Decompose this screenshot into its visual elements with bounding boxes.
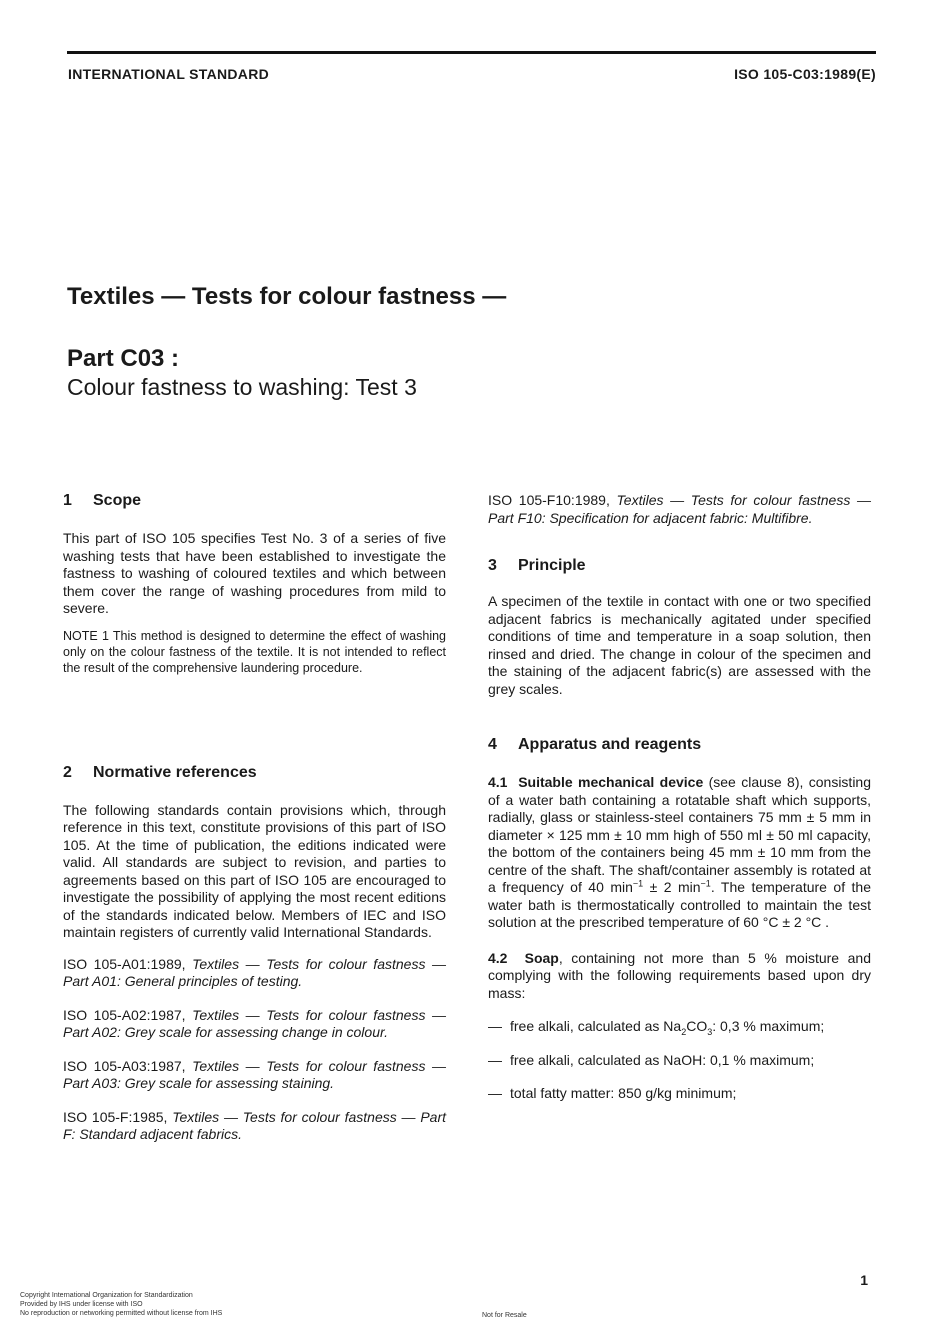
right-column bbox=[488, 492, 871, 1103]
footer-license: Provided by IHS under license with ISO bbox=[20, 1301, 143, 1308]
section-heading-principle: 3 Principle bbox=[488, 557, 586, 574]
requirement-item: — total fatty matter: 850 g/kg minimum; bbox=[488, 1085, 737, 1101]
clause-4-2: 4.2 Soap, containing not more than 5 % moisture and complying with the following requirements based upon dry mass: bbox=[488, 949, 871, 1001]
document-title: Textiles — Tests for colour fastness — bbox=[67, 283, 507, 310]
footer-reproduction: No reproduction or networking permitted without license from IHS bbox=[20, 1310, 223, 1317]
section-heading-normative: 2 Normative references bbox=[63, 763, 257, 781]
reference-item: ISO 105-F10:1989, Textiles — Tests for colour fastness — Part F10: Specification for adjacent fabric: Multifibre. bbox=[488, 492, 872, 526]
section-heading-apparatus: 4 Apparatus and reagents bbox=[488, 736, 702, 753]
normative-body: The following standards contain provisions which, through reference in this text, constitute provisions of this part of ISO 105. At the time of publication, the editions indicated were valid. All standards are subject to revision, and parties to agreements based on this part of ISO 105 are encouraged to investigate the possibility of applying the most recent editions of the standards indicated below. Members of IEC and ISO maintain registers of currently valid International Standards. bbox=[63, 801, 446, 940]
reference-item: ISO 105-A02:1987, Textiles — Tests for colour fastness — Part A02: Grey scale for assessing change in colour. bbox=[63, 1006, 447, 1040]
scope-note: NOTE 1 This method is designed to determine the effect of washing only on the colour fastness of the textile. It is not intended to reflect the result of the comprehensive laundering procedure. bbox=[63, 628, 446, 675]
reference-item: ISO 105-F:1985, Textiles — Tests for colour fastness — Part F: Standard adjacent fabrics. bbox=[63, 1108, 447, 1142]
header-standard-type: INTERNATIONAL STANDARD bbox=[68, 66, 270, 82]
section-heading-scope: 1 Scope bbox=[63, 492, 142, 509]
part-subtitle: Colour fastness to washing: Test 3 bbox=[67, 374, 417, 400]
clause-4-1: 4.1 Suitable mechanical device (see clause 8), consisting of a water bath containing a rotatable shaft which supports, radially, glass or stainless-steel containers 75 mm ± 5 mm in diameter × 125 mm ± 10 mm high of 550 ml ± 50 ml capacity, the bottom of the containers being 45 mm ± 10 mm from the centre of the shaft. The shaft/container assembly is rotated at a frequency of 40 $\min^{-1} \pm 2$ $\min^{-1}$. The temperature of the water bath is thermostatically controlled to maintain the test solution at the prescribed temperature of 60 °C ± 2 °C . bbox=[488, 774, 871, 930]
principle-body: A specimen of the textile in contact with one or two specified adjacent fabrics is mechanically agitated under specified conditions of time and temperature in a soap solution, then rinsed and dried. The change in colour of the specimen and the staining of the adjacent fabric(s) are assessed with the grey scales. bbox=[488, 593, 871, 697]
header-rule bbox=[67, 51, 876, 54]
footer-not-for-resale: Not for Resale bbox=[482, 1312, 527, 1319]
requirement-item: — free alkali, calculated as NaOH: 0,1 % maximum; bbox=[488, 1051, 815, 1068]
header-standard-code: ISO 105-C03:1989(E) bbox=[734, 66, 876, 82]
reference-item: ISO 105-A01:1989, Textiles — Tests for colour fastness — Part A01: General principles of testing. bbox=[63, 955, 447, 989]
scope-body: This part of ISO 105 specifies Test No. 3 of a series of five washing tests that have been established to investigate the fastness to washing of coloured textiles and which between them cover the range of washing procedures from mild to severe. bbox=[63, 530, 446, 616]
reference-item: ISO 105-A03:1987, Textiles — Tests for colour fastness — Part A03: Grey scale for assessing staining. bbox=[63, 1057, 447, 1091]
requirement-item: — free alkali, calculated as $Na_2CO_3$: 0,3 % maximum; bbox=[488, 1018, 825, 1037]
page-number: 1 bbox=[860, 1272, 868, 1288]
part-label: Part C03 : bbox=[67, 345, 180, 372]
footer-copyright: Copyright International Organization for Standardization bbox=[20, 1292, 193, 1299]
left-column bbox=[63, 492, 446, 1144]
